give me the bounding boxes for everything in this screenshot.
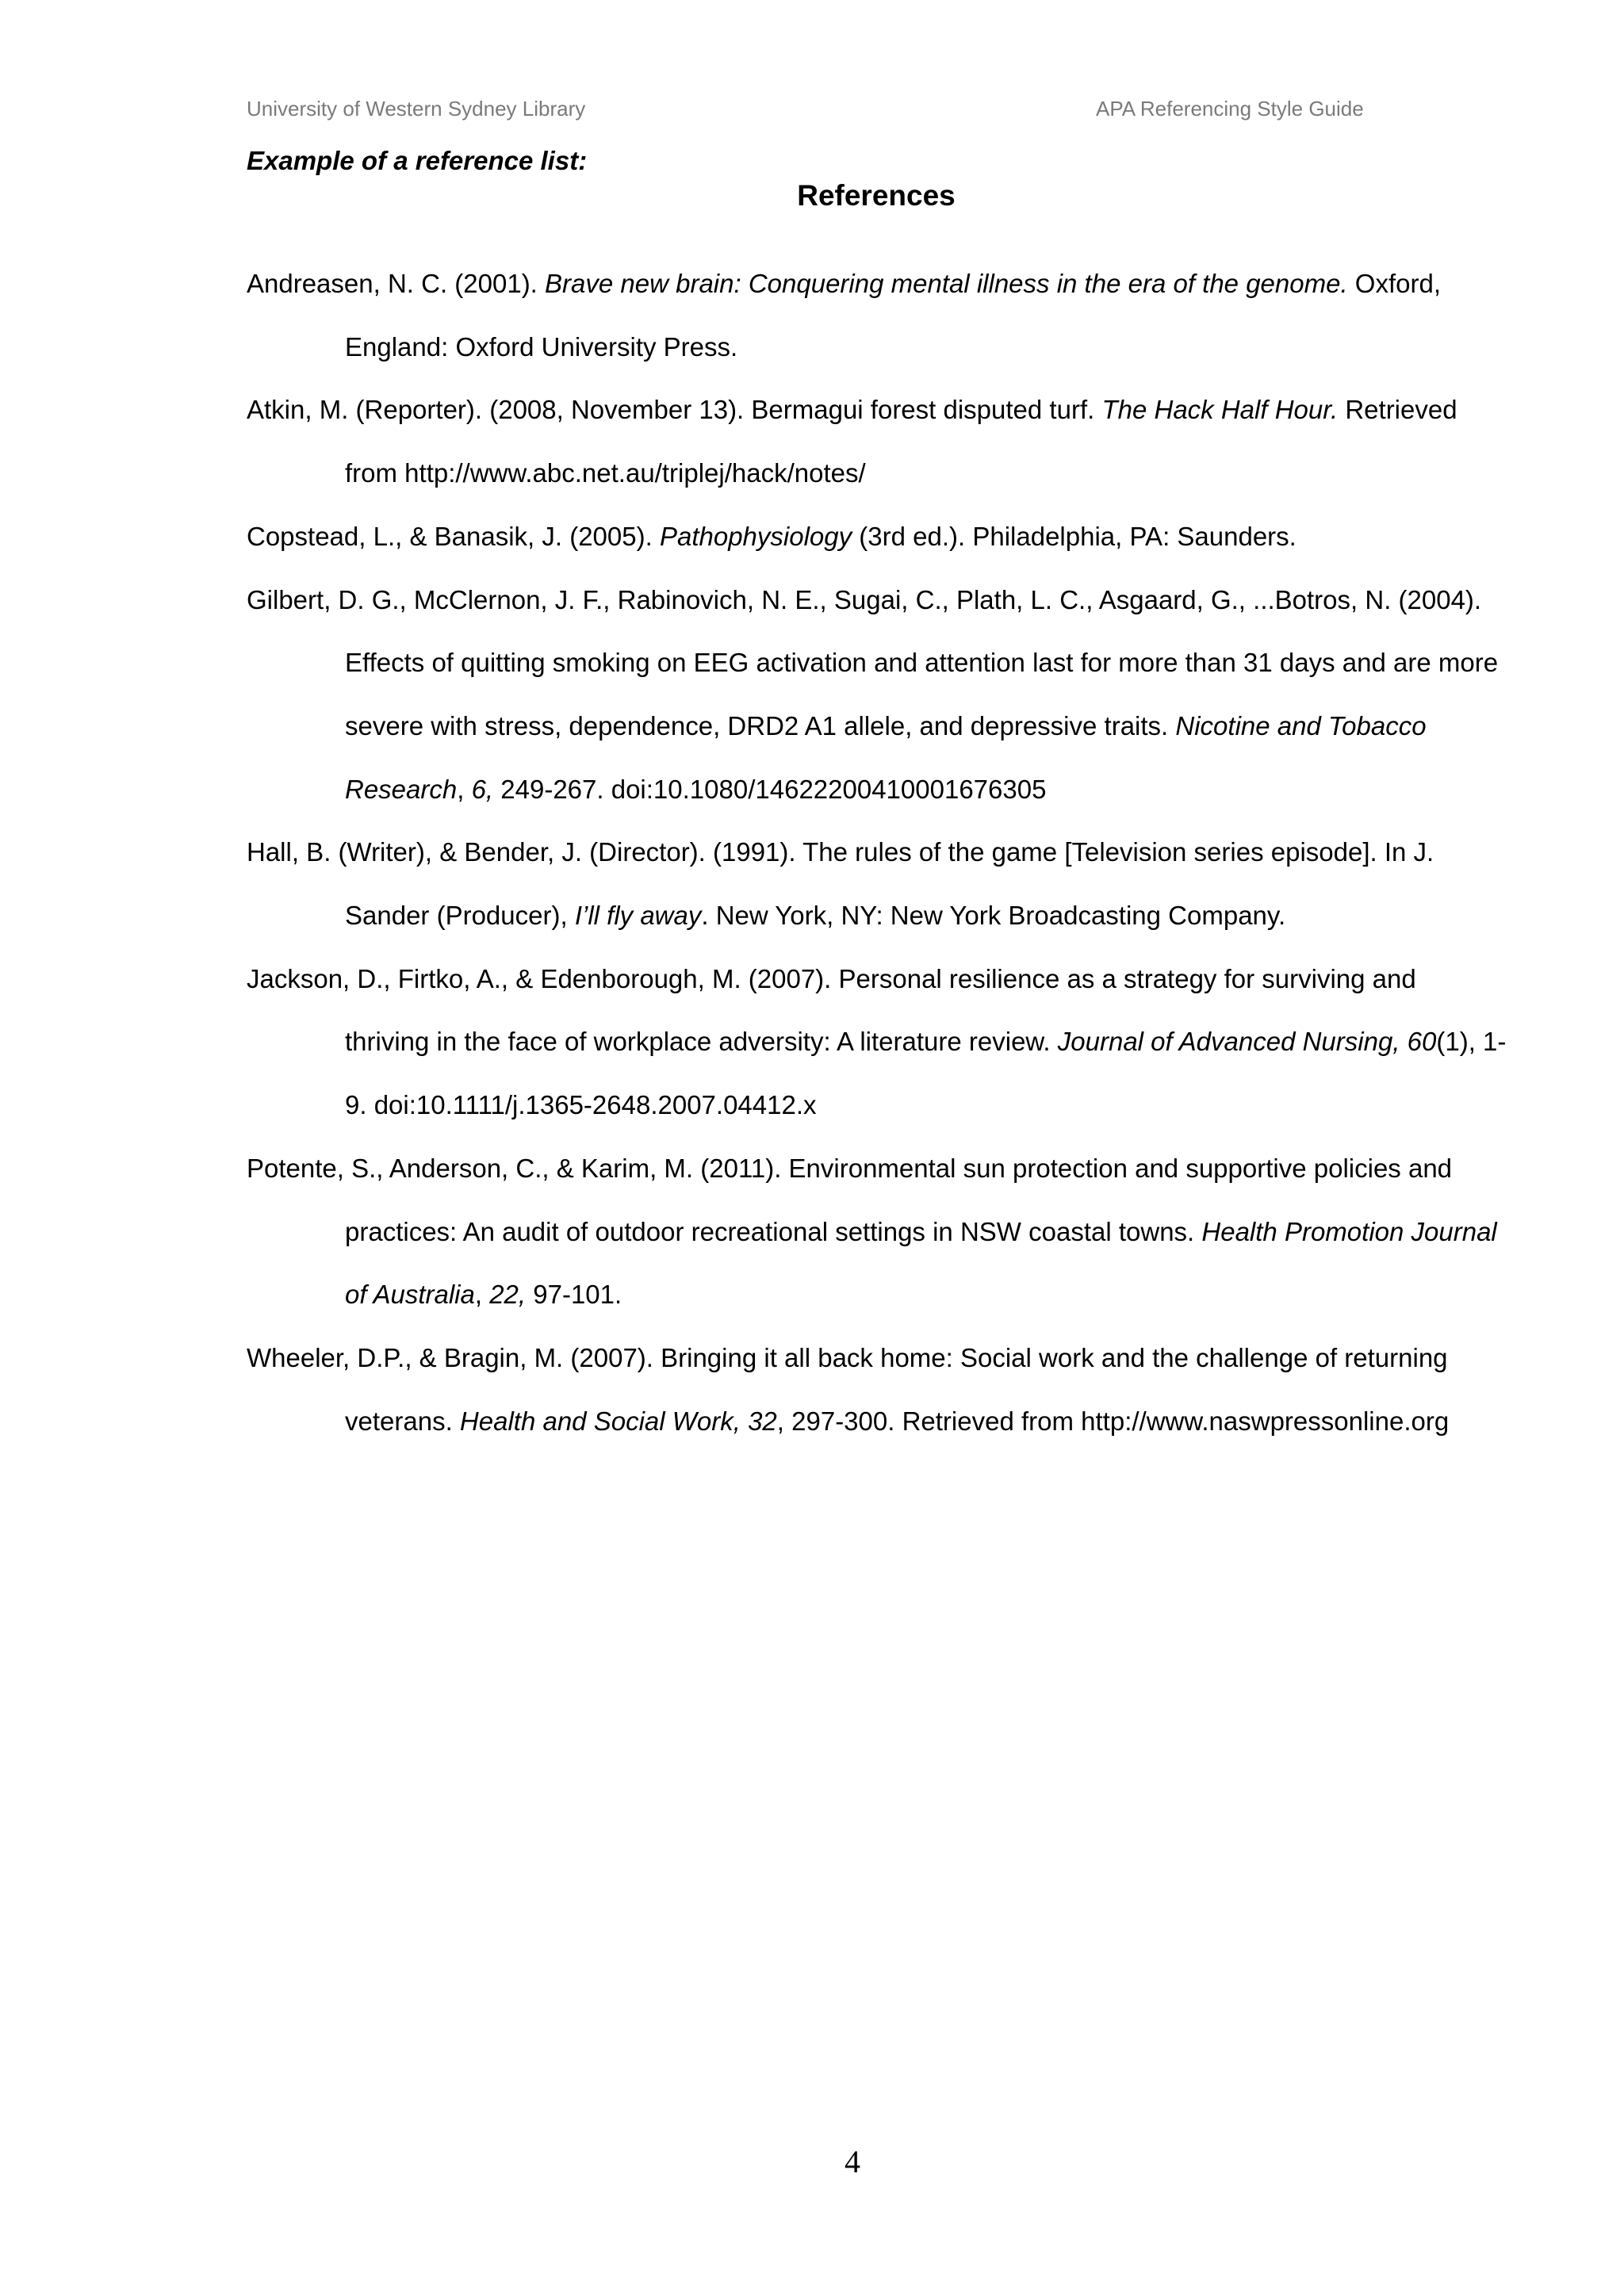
reference-entry-hall — [247, 821, 1507, 947]
reference-italic: Nicotine and Tobacco Research — [345, 710, 1427, 804]
reference-entry-jackson — [247, 947, 1507, 1137]
reference-entry-wheeler — [247, 1326, 1507, 1452]
reference-text: Andreasen, N. C. (2001). — [247, 269, 546, 298]
reference-italic: 6, — [471, 774, 494, 804]
page-number: 4 — [845, 2144, 860, 2179]
reference-text: , 297-300. Retrieved from http://www.naswpressonline.org — [776, 1406, 1450, 1436]
reference-text: 97-101. — [526, 1280, 622, 1310]
reference-italic: Brave new brain: Conquering mental illness in the era of the genome. — [545, 269, 1348, 298]
reference-italic: The Hack Half Hour. — [1101, 395, 1339, 425]
reference-text: Atkin, M. (Reporter). (2008, November 13). Bermagui forest disputed turf. — [247, 395, 1102, 425]
reference-entry-atkin — [247, 378, 1507, 504]
reference-text: Copstead, L., & Banasik, J. (2005). — [247, 521, 660, 551]
reference-entry-copstead — [247, 505, 1507, 568]
reference-text: Jackson, D., Firtko, A., & Edenborough, M. (2007). Personal resilience as a strategy for surviving and thriving in the face of workplace adversity: A literature review. — [247, 963, 1416, 1057]
reference-text: Gilbert, D. G., McClernon, J. F., Rabinovich, N. E., Sugai, C., Plath, L. C., Asgaard, G., ...Botros, N. (2004). Effects of quitting smoking on EEG activation and attention last for more than 31 days and are more severe with stress, dependence, DRD2 A1 allele, and depressive traits. — [247, 584, 1499, 740]
reference-text: (3rd ed.). Philadelphia, PA: Saunders. — [852, 521, 1297, 551]
header-library-name: University of Western Sydney Library — [247, 97, 586, 121]
reference-text: . New York, NY: New York Broadcasting Company. — [701, 901, 1286, 931]
reference-italic: 22, — [489, 1280, 527, 1310]
reference-entry-andreasen — [247, 252, 1507, 378]
reference-italic: Journal of Advanced Nursing, 60 — [1057, 1027, 1437, 1057]
reference-text: Potente, S., Anderson, C., & Karim, M. (2011). Environmental sun protection and supportive policies and practices: An audit of outdoor recreational settings in NSW coastal towns. — [247, 1153, 1453, 1246]
example-label: Example of a reference list: — [247, 146, 588, 175]
reference-text: 249-267. doi:10.1080/14622200410001676305 — [493, 774, 1047, 804]
reference-text: , — [457, 774, 472, 804]
reference-text: Hall, B. (Writer), & Bender, J. (Director). (1991). The rules of the game [Television series episode]. In J. Sander (Producer), — [247, 837, 1434, 931]
reference-text: (1), 1-9. doi:10.1111/j.1365-2648.2007.04412.x — [345, 1027, 1507, 1120]
references-heading: References — [797, 179, 956, 212]
running-header — [247, 97, 1388, 125]
header-guide-title: APA Referencing Style Guide — [1096, 97, 1364, 121]
reference-list — [247, 252, 1507, 1452]
reference-entry-gilbert — [247, 568, 1507, 821]
reference-entry-potente — [247, 1137, 1507, 1326]
reference-text: Retrieved from http://www.abc.net.au/triplej/hack/notes/ — [345, 395, 1457, 488]
reference-italic: I’ll fly away — [574, 901, 702, 931]
reference-text: , — [474, 1280, 490, 1310]
reference-text: Oxford, England: Oxford University Press. — [345, 269, 1441, 362]
reference-italic: Health Promotion Journal of Australia — [345, 1216, 1497, 1310]
reference-italic: Health and Social Work, 32 — [459, 1406, 777, 1436]
reference-italic: Pathophysiology — [659, 521, 852, 551]
reference-text: Wheeler, D.P., & Bragin, M. (2007). Bringing it all back home: Social work and the challenge of returning veterans. — [247, 1342, 1448, 1436]
